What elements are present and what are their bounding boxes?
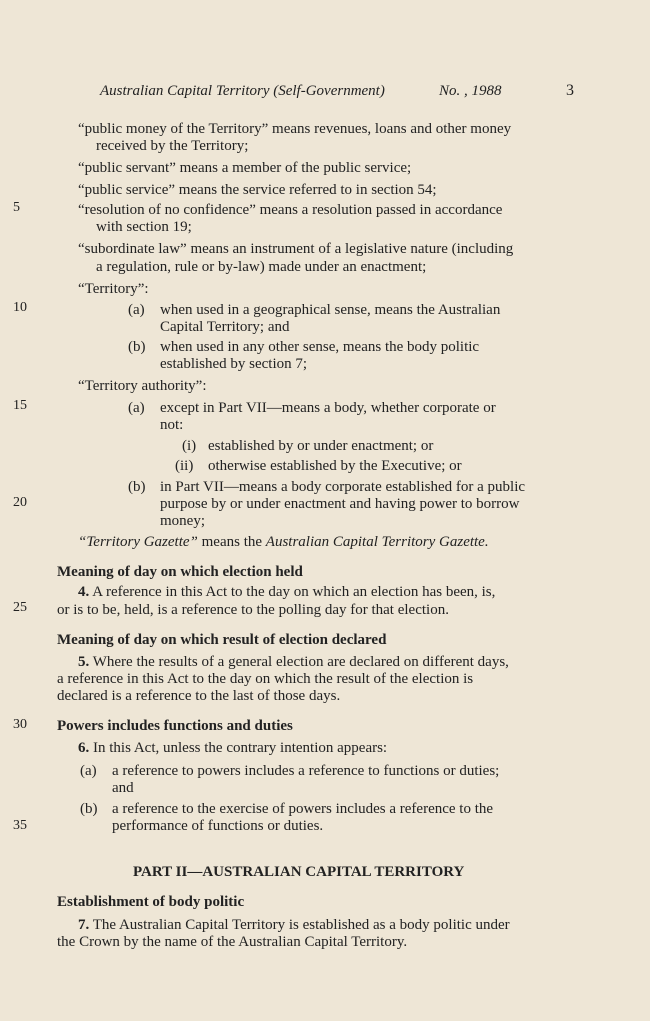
gazette-name: Australian Capital Territory Gazette. — [265, 534, 489, 550]
section-6-para-a: a reference to powers includes a reference to functions or duties; — [112, 763, 500, 779]
part-heading: PART II—AUSTRALIAN CAPITAL TERRITORY — [133, 864, 465, 880]
authority-para-b-cont2: money; — [160, 513, 205, 529]
gazette-term: “Territory Gazette” — [78, 534, 198, 550]
section-7-text — [78, 916, 510, 934]
section-5-text-cont: a reference in this Act to the day on which the result of the election is — [57, 671, 474, 687]
authority-subpara-i: established by or under enactment; or — [208, 438, 434, 454]
territory-para-b: when used in any other sense, means the body politic — [160, 339, 480, 355]
para-label: (a) — [128, 400, 145, 416]
definition-territory: “Territory”: — [78, 281, 149, 297]
definition-public-money: “public money of the Territory” means revenues, loans and other money — [78, 121, 512, 137]
subpara-label: (ii) — [175, 458, 194, 474]
line-number: 35 — [13, 818, 27, 833]
section-5-text — [78, 653, 509, 671]
section-number: 7. — [78, 917, 90, 933]
section-4-text — [78, 583, 495, 601]
section-4-line: A reference in this Act to the day on which an election has been, is, — [92, 584, 496, 600]
section-6-heading: Powers includes functions and duties — [57, 718, 293, 734]
section-7-heading: Establishment of body politic — [57, 894, 245, 910]
page-number: 3 — [566, 82, 574, 99]
authority-subpara-ii: otherwise established by the Executive; or — [208, 458, 462, 474]
definition-subordinate-law-cont: a regulation, rule or by-law) made under an enactment; — [96, 259, 427, 275]
section-number: 6. — [78, 740, 90, 756]
line-number: 5 — [13, 200, 20, 215]
section-5-line: Where the results of a general election are declared on different days, — [92, 654, 509, 670]
para-label: (b) — [80, 801, 98, 817]
header-title: Australian Capital Territory (Self-Government) — [100, 83, 385, 99]
section-4-text-cont: or is to be, held, is a reference to the polling day for that election. — [57, 602, 449, 618]
para-label: (a) — [80, 763, 97, 779]
section-4-heading: Meaning of day on which election held — [57, 564, 303, 580]
definition-resolution-cont: with section 19; — [96, 219, 192, 235]
section-6-line: In this Act, unless the contrary intention appears: — [93, 740, 388, 756]
definition-public-service: “public service” means the service referred to in section 54; — [78, 182, 437, 198]
section-5-heading: Meaning of day on which result of election declared — [57, 632, 387, 648]
section-number: 4. — [78, 584, 90, 600]
section-7-line: The Australian Capital Territory is established as a body politic under — [92, 917, 510, 933]
header-number: No. , 1988 — [439, 83, 502, 99]
authority-para-a: except in Part VII—means a body, whether corporate or — [160, 400, 496, 416]
line-number: 25 — [13, 600, 27, 615]
para-label: (b) — [128, 479, 146, 495]
section-number: 5. — [78, 654, 90, 670]
line-number: 15 — [13, 398, 27, 413]
definition-public-money-cont: received by the Territory; — [96, 138, 249, 154]
definition-territory-authority: “Territory authority”: — [78, 378, 207, 394]
section-6-para-b: a reference to the exercise of powers includes a reference to the — [112, 801, 494, 817]
section-7-text-cont: the Crown by the name of the Australian Capital Territory. — [57, 934, 408, 950]
authority-para-b: in Part VII—means a body corporate established for a public — [160, 479, 526, 495]
section-6-para-a-cont: and — [112, 780, 134, 796]
section-6-para-b-cont: performance of functions or duties. — [112, 818, 324, 834]
line-number: 10 — [13, 300, 27, 315]
authority-para-b-cont: purpose by or under enactment and having power to borrow — [160, 496, 520, 512]
para-label: (b) — [128, 339, 146, 355]
territory-para-b-cont: established by section 7; — [160, 356, 308, 372]
territory-para-a: when used in a geographical sense, means the Australian — [160, 302, 501, 318]
line-number: 20 — [13, 495, 27, 510]
section-5-text-cont2: declared is a reference to the last of those days. — [57, 688, 341, 704]
para-label: (a) — [128, 302, 145, 318]
authority-para-a-cont: not: — [160, 417, 184, 433]
section-6-text — [78, 739, 387, 757]
definition-public-servant: “public servant” means a member of the public service; — [78, 160, 412, 176]
definition-resolution: “resolution of no confidence” means a resolution passed in accordance — [78, 202, 503, 218]
territory-para-a-cont: Capital Territory; and — [160, 319, 290, 335]
gazette-mid: means the — [197, 534, 266, 550]
subpara-label: (i) — [182, 438, 197, 454]
line-number: 30 — [13, 717, 27, 732]
definition-subordinate-law: “subordinate law” means an instrument of a legislative nature (including — [78, 241, 514, 257]
definition-territory-gazette — [78, 533, 489, 551]
